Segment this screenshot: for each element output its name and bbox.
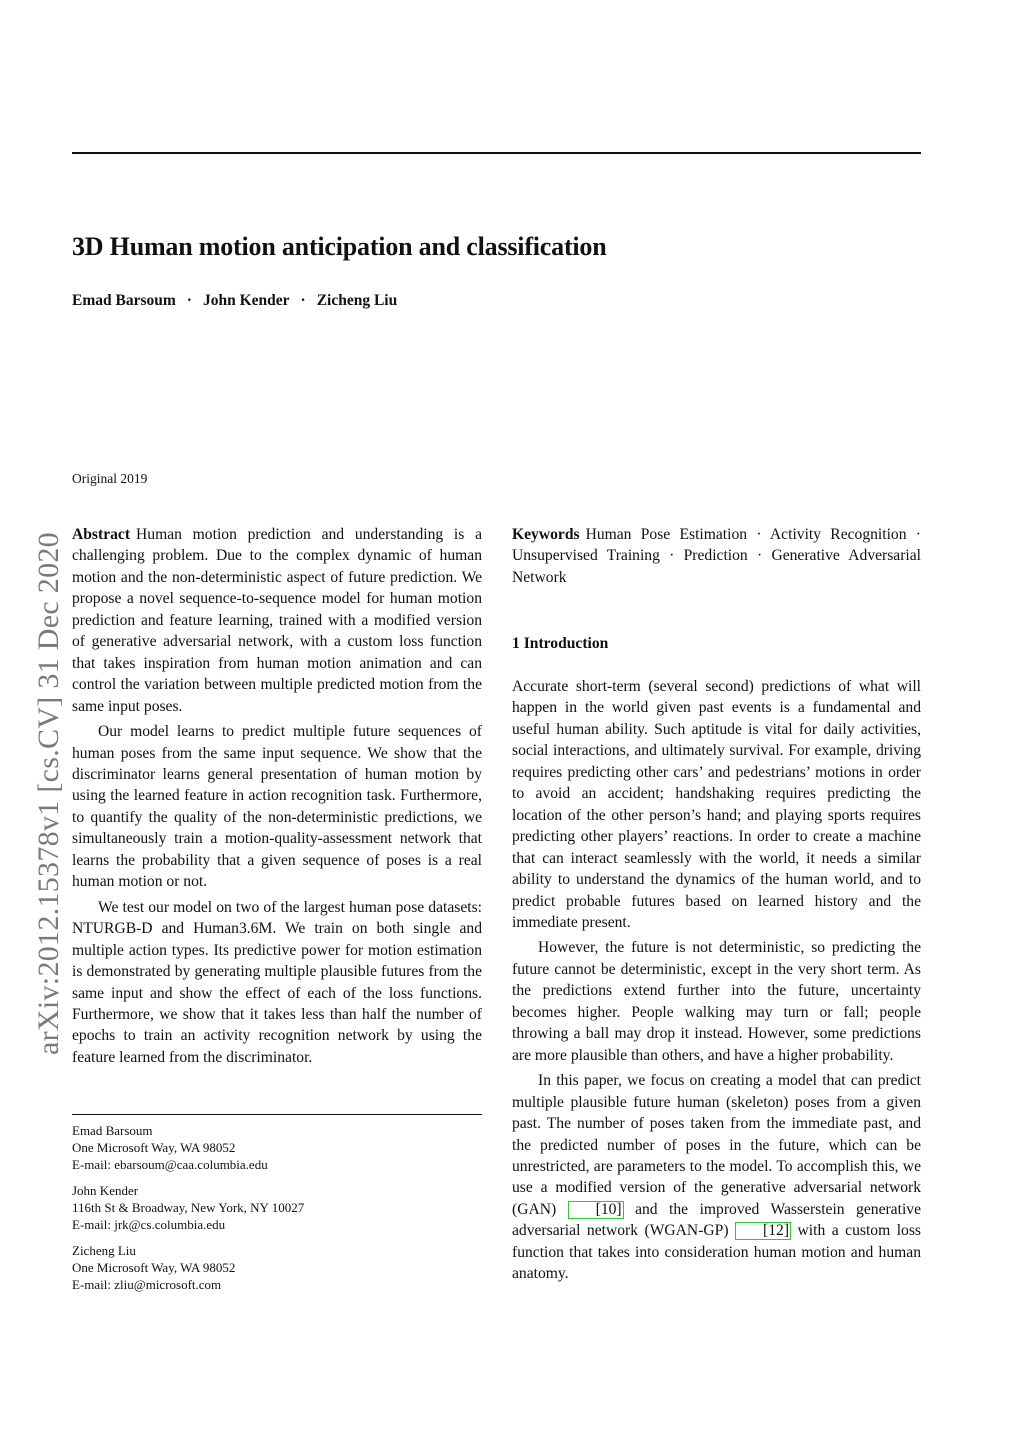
affiliation-address: One Microsoft Way, WA 98052 (72, 1260, 236, 1275)
author-name: Emad Barsoum (72, 292, 176, 309)
keywords-label: Keywords (512, 526, 580, 543)
affiliation-block (72, 1182, 482, 1233)
author-separator: · (186, 292, 192, 309)
intro-paragraph (512, 1070, 921, 1285)
intro-paragraph: Accurate short-term (several second) predictions of what will happen in the world given past events is a fundamental and useful human ability. Such aptitude is vital for daily activities, social interactions, and ultimately survival. For example, driving requires predicting other cars’ and pedestrians’ motions in order to avoid an accident; handshaking requires predicting the location of the other person’s hand; and playing sports requires predicting other players’ reactions. In order to create a machine that can interact seamlessly with the world, it needs a similar ability to understand the dynamics of the human world, and to predict probable futures based on learned history and the immediate present. (512, 678, 921, 931)
affiliation-email: E-mail: zliu@microsoft.com (72, 1277, 222, 1292)
affiliation-address: One Microsoft Way, WA 98052 (72, 1140, 236, 1155)
author-name: John Kender (202, 292, 290, 309)
keywords (512, 524, 921, 588)
paper-title: 3D Human motion anticipation and classification (72, 232, 607, 261)
abstract-label: Abstract (72, 526, 131, 543)
affiliation-email: E-mail: jrk@cs.columbia.edu (72, 1217, 226, 1232)
header-rule (72, 152, 921, 154)
abstract-paragraph: We test our model on two of the largest human pose datasets: NTURGB-D and Human3.6M. We train on both single and multiple action types. Its predictive power for motion estimation is demonstrated by generating multiple plausible futures from the same input and show the effect of each of the loss functions. Furthermore, we show that it takes less than half the number of epochs to train an activity recognition network by using the feature learned from the discriminator. (72, 898, 482, 1066)
intro-text: with a custom loss function that takes into consideration human motion and human anatomy. (512, 1222, 921, 1283)
date-note: Original 2019 (72, 471, 148, 486)
section-number: 1 (512, 635, 520, 652)
affiliation-name: Zicheng Liu (72, 1243, 136, 1258)
author-name: Zicheng Liu (316, 292, 398, 309)
intro-text: In this paper, we focus on creating a model that can predict multiple plausible future human (skeleton) poses from a given past. The number of poses taken from the immediate past, and the predicted number of poses in the future, which can be unrestricted, are parameters to the model. To accomplish this, we use a modified version of the generative adversarial network (GAN) (512, 1072, 921, 1218)
affiliation-email: E-mail: ebarsoum@caa.columbia.edu (72, 1157, 268, 1172)
affiliation-block (72, 1122, 482, 1173)
keywords-text: Human Pose Estimation · Activity Recognition · Unsupervised Training · Prediction · Generative Adversarial Network (512, 526, 921, 586)
affiliation-address: 116th St & Broadway, New York, NY 10027 (72, 1200, 305, 1215)
intro-paragraph: However, the future is not deterministic, so predicting the future cannot be deterministic, except in the very short term. As the predictions extend further into the future, uncertainty becomes higher. People walking may turn or fall; people throwing a ball may drop it instead. However, some predictions are more plausible than others, and have a higher probability. (512, 939, 921, 1064)
citation-link[interactable]: [12] (735, 1222, 791, 1240)
section-title: Introduction (523, 635, 609, 652)
affiliation-block (72, 1242, 482, 1293)
abstract-paragraph: Our model learns to predict multiple future sequences of human poses from the same input sequence. We show that the discriminator learns general presentation of human motion by using the learned feature in action recognition task. Furthermore, to quantify the quality of the non-deterministic predictions, we simultaneously train a motion-quality-assessment network that learns the probability that a given sequence of poses is a real human motion or not. (72, 723, 482, 891)
abstract-paragraph (72, 524, 482, 717)
abstract-text: Human motion prediction and understanding is a challenging problem. Due to the complex dynamic of human motion and the non-deterministic aspect of future prediction. We propose a novel sequence-to-sequence model for human motion prediction and feature learning, trained with a modified version of generative adversarial network, with a custom loss function that takes inspiration from human motion animation and can control the variation between multiple predicted motion from the same input poses. (72, 526, 482, 715)
arxiv-stamp: arXiv:2012.15378v1 [cs.CV] 31 Dec 2020 (32, 532, 65, 1055)
citation-link[interactable]: [10] (568, 1201, 624, 1219)
intro-text: and the improved Wasserstein generative adversarial network (WGAN-GP) (512, 1200, 921, 1240)
introduction-body (512, 676, 921, 1285)
abstract (72, 524, 482, 1068)
author-separator: · (300, 292, 306, 309)
author-list (72, 292, 397, 310)
footnote-rule (72, 1114, 482, 1115)
affiliation-name: Emad Barsoum (72, 1123, 153, 1138)
section-heading (512, 635, 608, 653)
affiliation-name: John Kender (72, 1183, 139, 1198)
